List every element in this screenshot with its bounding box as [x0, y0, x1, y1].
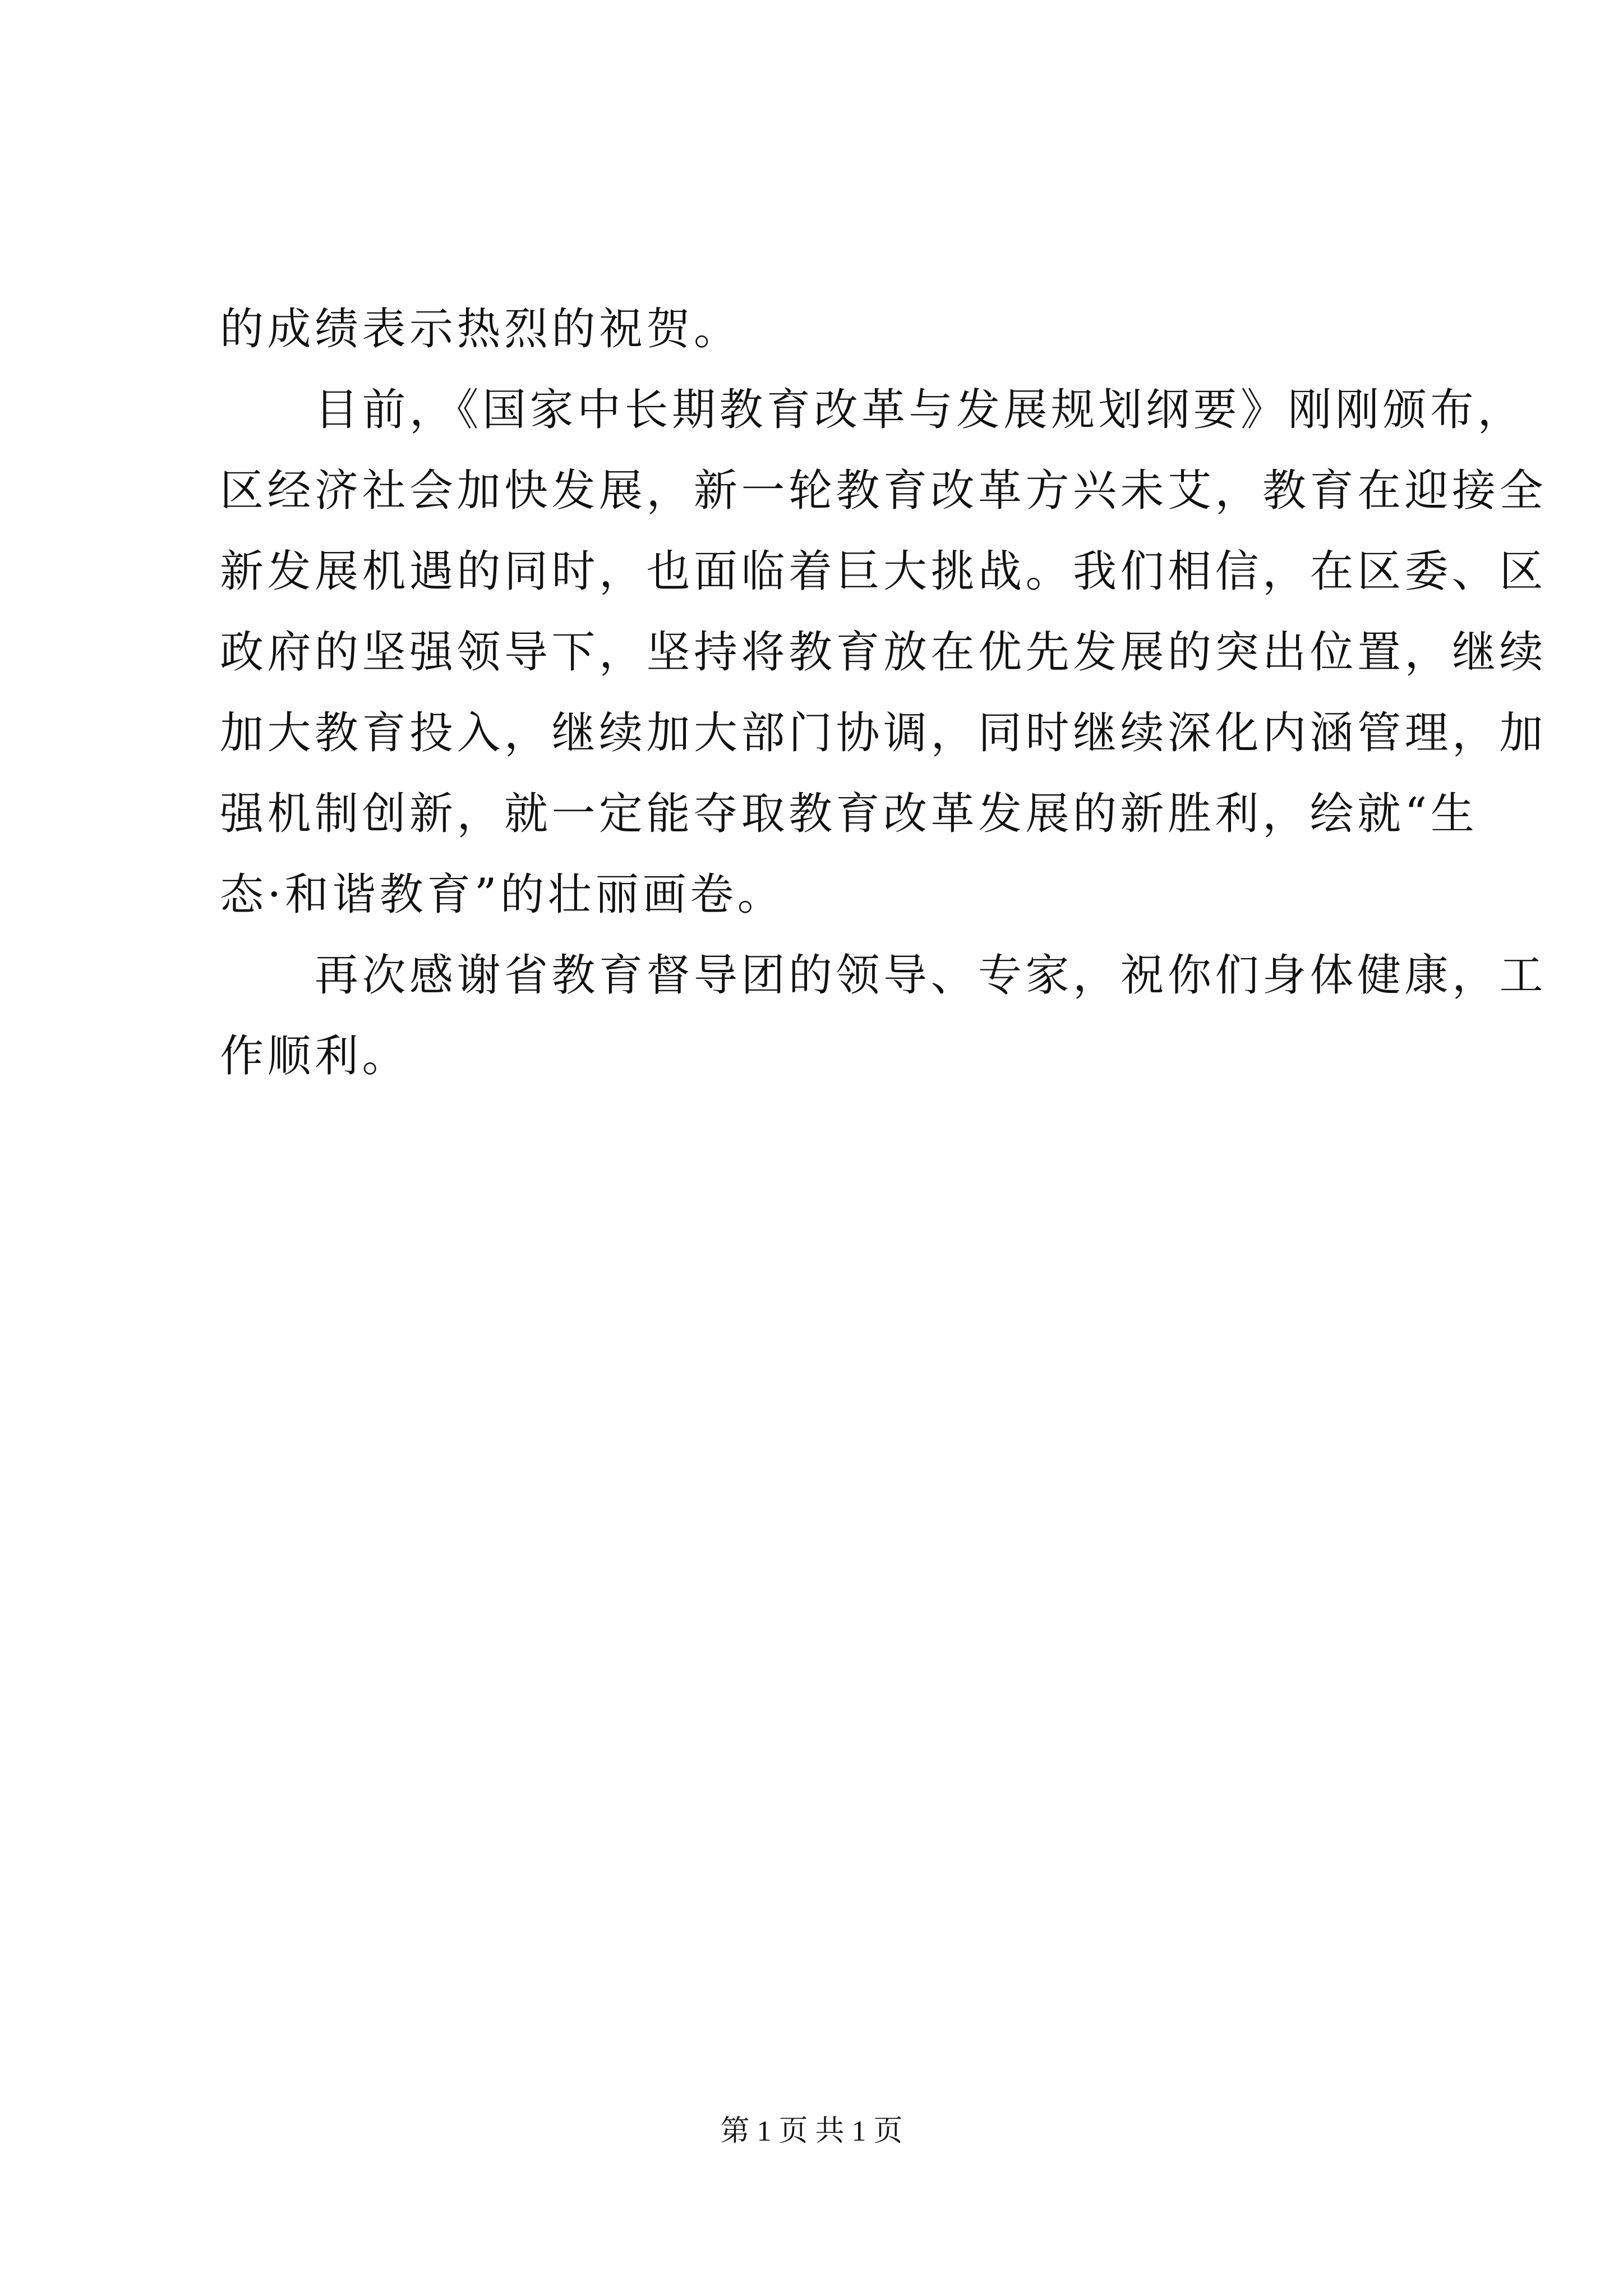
text-line: 区经济社会加快发展，新一轮教育改革方兴未艾，教育在迎接全 [220, 466, 1547, 516]
text-line: 的成绩表示热烈的祝贺。 [220, 304, 741, 355]
text-line: 加大教育投入，继续加大部门协调，同时继续深化内涵管理，加 [220, 708, 1547, 758]
text-line: 强机制创新，就一定能夺取教育改革发展的新胜利，绘就“生 [220, 789, 1478, 839]
body-text [220, 289, 1547, 1097]
text-line: 目前，《国家中长期教育改革与发展规划纲要》刚刚颁布， [220, 385, 1525, 435]
page-number-footer: 第 1 页 共 1 页 [720, 2115, 903, 2147]
text-line: 新发展机遇的同时，也面临着巨大挑战。我们相信，在区委、区 [220, 546, 1547, 597]
text-line: 态·和谐教育”的壮丽画卷。 [220, 869, 785, 920]
text-line: 作顺利。 [220, 1031, 410, 1082]
text-line: 政府的坚强领导下，坚持将教育放在优先发展的突出位置，继续 [220, 627, 1547, 678]
text-line: 再次感谢省教育督导团的领导、专家，祝你们身体健康，工 [220, 950, 1547, 1001]
